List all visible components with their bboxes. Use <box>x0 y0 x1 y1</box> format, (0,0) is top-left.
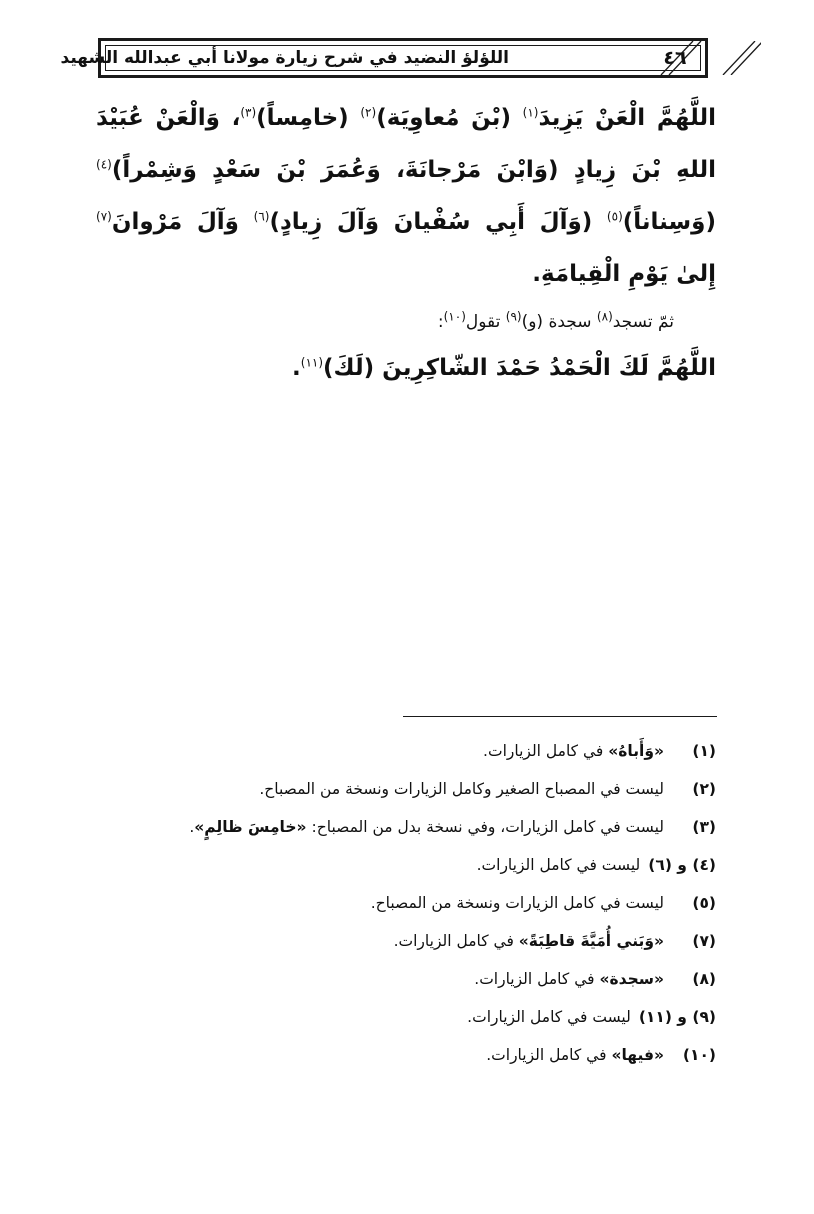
footnote-number: (٧) <box>692 932 716 950</box>
footnote-ref: (٤) <box>96 157 112 172</box>
footnote-number: (٥) <box>692 894 716 912</box>
instruction-segment: ثمّ تسجد <box>612 312 674 332</box>
footnote-text <box>371 894 664 912</box>
instruction-line <box>96 304 716 340</box>
prayer-segment: (وَسِناناً) <box>622 209 716 235</box>
footnote-ref: (١) <box>522 105 539 120</box>
footnote-text <box>189 818 664 836</box>
footnote-segment: ليست في كامل الزيارات ونسخة من المصباح. <box>370 894 664 912</box>
footnote-quote: «سجدة» <box>599 970 664 988</box>
prayer-segment: (وَآلَ أَبِي سُفْيانَ وَآلَ زِيادٍ) <box>269 209 607 235</box>
footnote-segment: في كامل الزيارات. <box>393 932 519 950</box>
prayer-segment: اللَّهُمَّ الْعَنْ يَزِيدَ <box>538 105 716 131</box>
footnote-number: (٣) <box>692 818 716 836</box>
instruction-segment: تقول <box>465 312 506 332</box>
final-prayer-segment: اللَّهُمَّ لَكَ الْحَمْدُ حَمْدَ الشّاكِرِينَ (لَكَ) <box>323 355 716 381</box>
footnote-segment: ليست في كامل الزيارات. <box>467 1008 631 1026</box>
footnote-number: (٢) <box>692 780 716 798</box>
footnote-number: (١٠) <box>682 1046 716 1064</box>
footnote-ref: (٧) <box>96 209 112 224</box>
footnote-item <box>80 998 716 1036</box>
footnote-segment: ليست في كامل الزيارات. <box>476 856 641 874</box>
footnote-quote: «فيها» <box>611 1046 664 1064</box>
footnote-quote: «وَأَباهُ» <box>608 742 664 760</box>
running-header <box>60 38 708 78</box>
footnote-text <box>467 1008 631 1026</box>
footnote-text <box>483 742 664 760</box>
footnote-item <box>80 808 716 846</box>
footnote-ref: (٦) <box>253 209 270 224</box>
footnote-segment: . <box>189 818 195 836</box>
footnote-text <box>486 1046 664 1064</box>
prayer-segment: ، وَالْعَنْ عُبَيْدَ اللهِ بْنَ زِيادٍ (وَابْنَ مَرْجانَةَ، وَعُمَرَ بْنَ سَعْدٍ وَشِمْراً) <box>96 105 716 183</box>
footnote-item <box>80 1036 716 1074</box>
footnote-segment: ليست في كامل الزيارات، وفي نسخة بدل من المصباح: <box>306 818 664 836</box>
footnote-segment: ليست في المصباح الصغير وكامل الزيارات ونسخة من المصباح. <box>259 780 664 798</box>
instruction-segment: : <box>437 312 444 332</box>
footnote-item <box>80 922 716 960</box>
footnote-ref: (١٠) <box>443 309 466 324</box>
footnote-number: (٤) و (٦) <box>648 856 716 874</box>
footnote-separator <box>403 716 717 717</box>
footnote-ref: (٥) <box>606 209 623 224</box>
final-prayer <box>96 342 716 394</box>
instruction-segment: سجدة (و) <box>521 312 597 332</box>
prayer-paragraph <box>96 92 716 300</box>
prayer-segment: (بْنَ مُعاوِيَة) <box>376 105 523 131</box>
footnote-ref: (٢) <box>360 105 377 120</box>
footnote-number: (٩) و (١١) <box>638 1008 716 1026</box>
prayer-segment: إِلىٰ يَوْمِ الْقِيامَةِ. <box>532 261 716 287</box>
footnote-quote: «خامِسَ ظالِمٍ» <box>194 818 307 836</box>
footnote-item <box>80 960 716 998</box>
final-prayer-segment: . <box>292 355 301 381</box>
footnote-segment: في كامل الزيارات. <box>474 970 600 988</box>
prayer-segment: وَآلَ مَرْوانَ <box>111 209 254 235</box>
footnote-segment: في كامل الزيارات. <box>486 1046 612 1064</box>
footnote-item <box>80 884 716 922</box>
footnote-text <box>259 780 664 798</box>
footnote-text <box>394 932 664 950</box>
footnote-ref: (٨) <box>596 309 613 324</box>
footnote-quote: «وَبَني أُمَيَّةَ قاطِبَةً» <box>518 932 664 950</box>
footnotes-list <box>80 732 716 1074</box>
footnote-item <box>80 846 716 884</box>
footnote-number: (١) <box>692 742 716 760</box>
footnote-item <box>80 770 716 808</box>
footnote-ref: (٩) <box>505 309 522 324</box>
footnote-segment: في كامل الزيارات. <box>483 742 609 760</box>
footnote-ref: (١١) <box>300 355 324 370</box>
footnote-text <box>477 856 641 874</box>
footnote-text <box>474 970 664 988</box>
footnote-ref: (٣) <box>240 105 257 120</box>
prayer-segment: (خامِساً) <box>256 105 361 131</box>
page-number: ٤٦ <box>663 47 687 69</box>
footnote-number: (٨) <box>692 970 716 988</box>
main-text <box>96 92 716 394</box>
book-title: اللؤلؤ النضيد في شرح زيارة مولانا أبي عبدالله الشهيد <box>60 48 509 68</box>
footnote-item <box>80 732 716 770</box>
